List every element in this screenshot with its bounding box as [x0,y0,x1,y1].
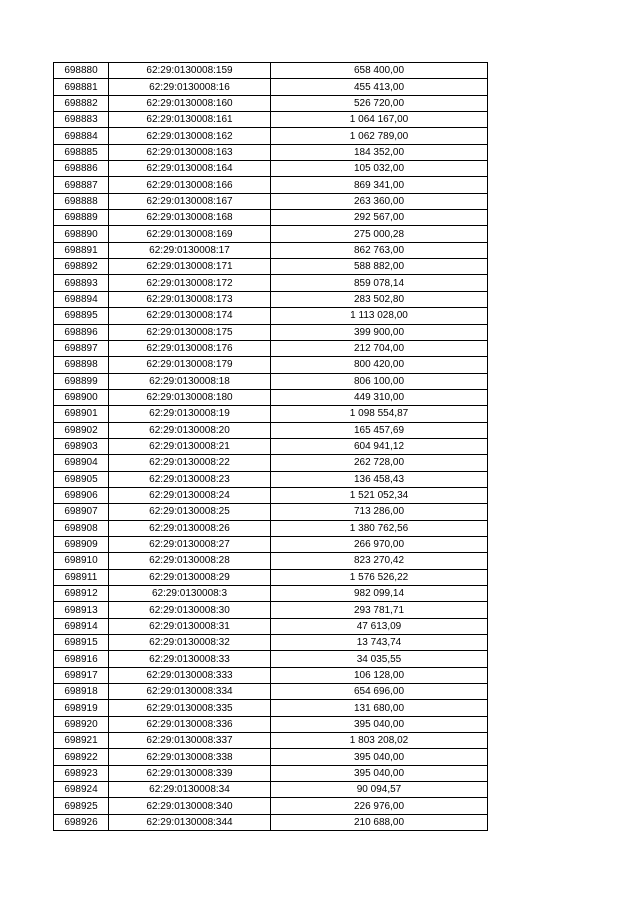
table-row [54,749,488,765]
cadastral-value-cell: 399 900,00 [271,324,488,340]
cadastral-value-cell: 90 094,57 [271,782,488,798]
cadastral-value-cell: 262 728,00 [271,455,488,471]
row-number-cell: 698892 [54,259,109,275]
cadastral-number-cell: 62:29:0130008:334 [109,684,271,700]
row-number-cell: 698884 [54,128,109,144]
table-row [54,275,488,291]
cadastral-value-cell: 862 763,00 [271,242,488,258]
cadastral-number-cell: 62:29:0130008:32 [109,635,271,651]
cadastral-value-cell: 869 341,00 [271,177,488,193]
cadastral-number-cell: 62:29:0130008:19 [109,406,271,422]
cadastral-value-cell: 859 078,14 [271,275,488,291]
cadastral-number-cell: 62:29:0130008:163 [109,144,271,160]
row-number-cell: 698895 [54,308,109,324]
row-number-cell: 698881 [54,79,109,95]
cadastral-number-cell: 62:29:0130008:31 [109,618,271,634]
cadastral-number-cell: 62:29:0130008:160 [109,95,271,111]
cadastral-number-cell: 62:29:0130008:179 [109,357,271,373]
table-row [54,210,488,226]
row-number-cell: 698926 [54,814,109,830]
cadastral-value-cell: 395 040,00 [271,749,488,765]
document-page [53,62,488,831]
cadastral-number-cell: 62:29:0130008:20 [109,422,271,438]
cadastral-value-cell: 293 781,71 [271,602,488,618]
table-row [54,308,488,324]
cadastral-number-cell: 62:29:0130008:16 [109,79,271,95]
cadastral-value-cell: 275 000,28 [271,226,488,242]
cadastral-value-cell: 131 680,00 [271,700,488,716]
row-number-cell: 698890 [54,226,109,242]
table-row [54,455,488,471]
table-row [54,684,488,700]
table-row [54,586,488,602]
table-row [54,259,488,275]
row-number-cell: 698887 [54,177,109,193]
cadastral-number-cell: 62:29:0130008:26 [109,520,271,536]
cadastral-number-cell: 62:29:0130008:169 [109,226,271,242]
row-number-cell: 698897 [54,340,109,356]
row-number-cell: 698906 [54,487,109,503]
cadastral-number-cell: 62:29:0130008:22 [109,455,271,471]
row-number-cell: 698889 [54,210,109,226]
cadastral-value-cell: 449 310,00 [271,389,488,405]
cadastral-number-cell: 62:29:0130008:24 [109,487,271,503]
row-number-cell: 698886 [54,161,109,177]
cadastral-number-cell: 62:29:0130008:172 [109,275,271,291]
cadastral-value-cell: 13 743,74 [271,635,488,651]
cadastral-value-cell: 1 113 028,00 [271,308,488,324]
row-number-cell: 698907 [54,504,109,520]
cadastral-number-cell: 62:29:0130008:174 [109,308,271,324]
cadastral-value-cell: 713 286,00 [271,504,488,520]
cadastral-value-cell: 105 032,00 [271,161,488,177]
cadastral-number-cell: 62:29:0130008:23 [109,471,271,487]
cadastral-number-cell: 62:29:0130008:29 [109,569,271,585]
cadastral-number-cell: 62:29:0130008:34 [109,782,271,798]
cadastral-value-cell: 1 576 526,22 [271,569,488,585]
row-number-cell: 698911 [54,569,109,585]
cadastral-value-cell: 1 064 167,00 [271,112,488,128]
cadastral-number-cell: 62:29:0130008:18 [109,373,271,389]
cadastral-number-cell: 62:29:0130008:338 [109,749,271,765]
row-number-cell: 698923 [54,765,109,781]
row-number-cell: 698909 [54,536,109,552]
table-row [54,95,488,111]
cadastral-value-cell: 604 941,12 [271,438,488,454]
table-row [54,487,488,503]
cadastral-number-cell: 62:29:0130008:25 [109,504,271,520]
table-row [54,324,488,340]
row-number-cell: 698922 [54,749,109,765]
cadastral-value-cell: 136 458,43 [271,471,488,487]
cadastral-number-cell: 62:29:0130008:171 [109,259,271,275]
cadastral-number-cell: 62:29:0130008:333 [109,667,271,683]
cadastral-value-cell: 47 613,09 [271,618,488,634]
table-row [54,733,488,749]
cadastral-number-cell: 62:29:0130008:176 [109,340,271,356]
row-number-cell: 698880 [54,63,109,79]
table-row [54,618,488,634]
table-row [54,651,488,667]
table-row [54,112,488,128]
row-number-cell: 698900 [54,389,109,405]
row-number-cell: 698894 [54,291,109,307]
cadastral-value-cell: 1 098 554,87 [271,406,488,422]
table-row [54,63,488,79]
cadastral-number-cell: 62:29:0130008:17 [109,242,271,258]
row-number-cell: 698891 [54,242,109,258]
table-row [54,144,488,160]
row-number-cell: 698896 [54,324,109,340]
table-row [54,798,488,814]
row-number-cell: 698917 [54,667,109,683]
cadastral-number-cell: 62:29:0130008:336 [109,716,271,732]
table-row [54,569,488,585]
table-row [54,177,488,193]
cadastral-value-cell: 266 970,00 [271,536,488,552]
row-number-cell: 698908 [54,520,109,536]
table-row [54,814,488,830]
cadastral-number-cell: 62:29:0130008:162 [109,128,271,144]
cadastral-value-cell: 283 502,80 [271,291,488,307]
cadastral-number-cell: 62:29:0130008:166 [109,177,271,193]
cadastral-value-cell: 654 696,00 [271,684,488,700]
row-number-cell: 698916 [54,651,109,667]
table-row [54,193,488,209]
cadastral-value-cell: 1 803 208,02 [271,733,488,749]
cadastral-value-cell: 800 420,00 [271,357,488,373]
table-row [54,389,488,405]
cadastral-number-cell: 62:29:0130008:167 [109,193,271,209]
row-number-cell: 698901 [54,406,109,422]
cadastral-number-cell: 62:29:0130008:175 [109,324,271,340]
cadastral-value-cell: 292 567,00 [271,210,488,226]
table-row [54,242,488,258]
table-row [54,536,488,552]
table-row [54,357,488,373]
cadastral-number-cell: 62:29:0130008:159 [109,63,271,79]
row-number-cell: 698903 [54,438,109,454]
table-row [54,765,488,781]
cadastral-value-cell: 1 521 052,34 [271,487,488,503]
cadastral-number-cell: 62:29:0130008:339 [109,765,271,781]
row-number-cell: 698913 [54,602,109,618]
table-row [54,635,488,651]
row-number-cell: 698893 [54,275,109,291]
table-body [54,63,488,831]
row-number-cell: 698919 [54,700,109,716]
cadastral-value-cell: 34 035,55 [271,651,488,667]
row-number-cell: 698912 [54,586,109,602]
cadastral-value-cell: 588 882,00 [271,259,488,275]
cadastral-value-cell: 1 062 789,00 [271,128,488,144]
cadastral-number-cell: 62:29:0130008:164 [109,161,271,177]
row-number-cell: 698888 [54,193,109,209]
cadastral-value-cell: 455 413,00 [271,79,488,95]
cadastral-number-cell: 62:29:0130008:28 [109,553,271,569]
cadastral-value-cell: 395 040,00 [271,765,488,781]
row-number-cell: 698885 [54,144,109,160]
table-row [54,128,488,144]
cadastral-value-cell: 226 976,00 [271,798,488,814]
table-row [54,406,488,422]
row-number-cell: 698883 [54,112,109,128]
cadastral-number-cell: 62:29:0130008:180 [109,389,271,405]
cadastral-number-cell: 62:29:0130008:340 [109,798,271,814]
cadastral-number-cell: 62:29:0130008:30 [109,602,271,618]
table-row [54,471,488,487]
row-number-cell: 698904 [54,455,109,471]
cadastral-number-cell: 62:29:0130008:3 [109,586,271,602]
cadastral-value-cell: 212 704,00 [271,340,488,356]
cadastral-value-cell: 210 688,00 [271,814,488,830]
row-number-cell: 698914 [54,618,109,634]
cadastral-value-cell: 395 040,00 [271,716,488,732]
table-row [54,340,488,356]
table-row [54,520,488,536]
row-number-cell: 698902 [54,422,109,438]
table-row [54,553,488,569]
row-number-cell: 698915 [54,635,109,651]
table-row [54,700,488,716]
table-row [54,161,488,177]
cadastral-value-cell: 1 380 762,56 [271,520,488,536]
cadastral-value-cell: 823 270,42 [271,553,488,569]
cadastral-value-cell: 658 400,00 [271,63,488,79]
cadastral-number-cell: 62:29:0130008:33 [109,651,271,667]
cadastral-value-cell: 263 360,00 [271,193,488,209]
cadastral-value-cell: 106 128,00 [271,667,488,683]
cadastral-number-cell: 62:29:0130008:344 [109,814,271,830]
cadastral-value-cell: 165 457,69 [271,422,488,438]
table-row [54,373,488,389]
row-number-cell: 698924 [54,782,109,798]
row-number-cell: 698920 [54,716,109,732]
cadastral-value-table [53,62,488,831]
cadastral-number-cell: 62:29:0130008:173 [109,291,271,307]
table-row [54,602,488,618]
table-row [54,782,488,798]
row-number-cell: 698925 [54,798,109,814]
cadastral-number-cell: 62:29:0130008:161 [109,112,271,128]
row-number-cell: 698905 [54,471,109,487]
cadastral-value-cell: 526 720,00 [271,95,488,111]
table-row [54,79,488,95]
cadastral-value-cell: 982 099,14 [271,586,488,602]
cadastral-number-cell: 62:29:0130008:168 [109,210,271,226]
table-row [54,438,488,454]
cadastral-number-cell: 62:29:0130008:337 [109,733,271,749]
row-number-cell: 698898 [54,357,109,373]
row-number-cell: 698918 [54,684,109,700]
cadastral-value-cell: 184 352,00 [271,144,488,160]
table-row [54,226,488,242]
table-row [54,422,488,438]
table-row [54,504,488,520]
row-number-cell: 698921 [54,733,109,749]
cadastral-number-cell: 62:29:0130008:21 [109,438,271,454]
cadastral-number-cell: 62:29:0130008:27 [109,536,271,552]
table-row [54,716,488,732]
table-row [54,291,488,307]
row-number-cell: 698899 [54,373,109,389]
cadastral-value-cell: 806 100,00 [271,373,488,389]
row-number-cell: 698882 [54,95,109,111]
row-number-cell: 698910 [54,553,109,569]
table-row [54,667,488,683]
cadastral-number-cell: 62:29:0130008:335 [109,700,271,716]
